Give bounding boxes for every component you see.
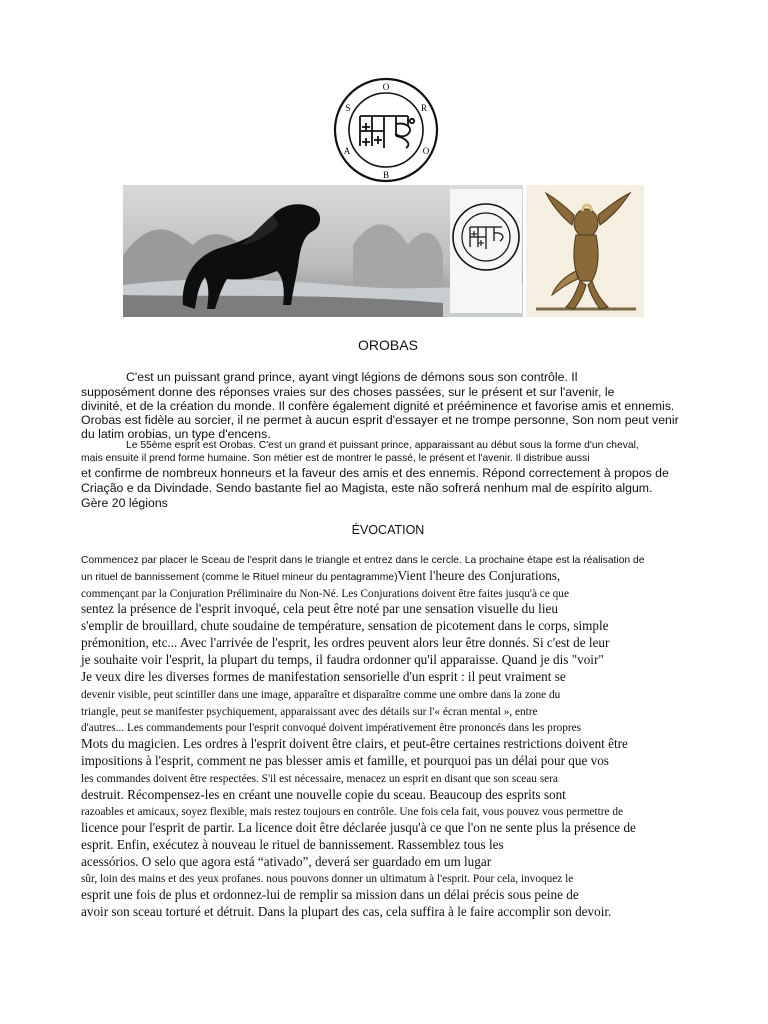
- evocation-line: [81, 617, 609, 635]
- evocation-text-run: sûr, loin des mains et des yeux profanes. nous pouvons donner un ultimatum à l'esprit. Pour cela, invoquez le: [81, 873, 574, 885]
- intro-line: divinité, et de la création du monde. Il confère également dignité et prééminence et favorise amis et ennemis.: [81, 399, 675, 413]
- intro-line: C'est un puissant grand prince, ayant vingt légions de démons sous son contrôle. Il: [126, 370, 578, 384]
- intro-small-line: mais ensuite il prend forme humaine. Son métier est de montrer le passé, le présent et l'avenir. Il distribue aussi: [81, 453, 590, 464]
- evocation-line: [81, 819, 636, 837]
- evocation-text-run: impositions à l'esprit, comment ne pas blesser amis et famille, et pourquoi pas un délai pour que vos: [81, 753, 609, 768]
- evocation-line: [81, 752, 609, 770]
- intro-line: Orobas est fidèle au sorcier, il ne permet à aucun esprit d'essayer et ne trompe personne, Son nom peut venir: [81, 413, 679, 427]
- evocation-line: [81, 651, 604, 669]
- seal-letter: S: [345, 103, 351, 113]
- evocation-line: [81, 869, 573, 887]
- evocation-text-run: triangle, peut se manifester psychiquement, apparaissant avec des détails sur l'« écran mental », entre: [81, 706, 538, 718]
- horse-landscape-image: [123, 185, 523, 317]
- seal-letter: A: [343, 146, 351, 156]
- evocation-text-run: Commencez par placer le Sceau de l'esprit dans le triangle et entrez dans le cercle. La prochaine étape est la réalisation de: [81, 555, 645, 566]
- evocation-text-run: Je veux dire les diverses formes de manifestation sensorielle d'un esprit : il peut vraiment se: [81, 669, 566, 684]
- intro-tail-line: Criação e da Divindade. Sendo bastante fiel ao Magista, este não sofrerá nenhum mal de espírito algum.: [81, 481, 653, 495]
- evocation-line: [81, 567, 560, 585]
- intro-line: du latim orobias, un type d'encens.: [81, 427, 271, 441]
- intro-tail-line: et confirme de nombreux honneurs et la faveur des amis et des ennemis. Répond correctement à propos de: [81, 466, 669, 480]
- evocation-text-run: un rituel de bannissement (comme le Rituel mineur du pentagramme): [81, 572, 398, 583]
- intro-small-line: Le 55ème esprit est Orobas. C'est un grand et puissant prince, apparaissant au début sous la forme d'un cheval,: [126, 440, 639, 451]
- evocation-text-run: licence pour l'esprit de partir. La licence doit être déclarée jusqu'à ce que l'on ne sente plus la présence de: [81, 820, 636, 835]
- orobas-seal-image: [330, 76, 442, 184]
- seal-letter: O: [422, 146, 430, 156]
- intro-tail-line: Gère 20 légions: [81, 496, 168, 510]
- evocation-line: [81, 634, 609, 652]
- evocation-text-run: s'emplir de brouillard, chute soudaine de température, sensation de picotement dans le corps, simple: [81, 618, 609, 633]
- intro-line: supposément donne des réponses vraies sur des choses passées, sur le présent et sur l'avenir, le: [81, 385, 615, 399]
- evocation-text-run: Mots du magicien. Les ordres à l'esprit doivent être clairs, et peut-être certaines restrictions doivent être: [81, 736, 628, 751]
- evocation-text-run: prémonition, etc... Avec l'arrivée de l'esprit, les ordres peuvent alors leur être donnés. Si c'est de leur: [81, 635, 610, 650]
- evocation-line: [81, 903, 611, 921]
- evocation-text-run: Vient l'heure des Conjurations,: [397, 568, 561, 583]
- evocation-line: [81, 836, 504, 854]
- evocation-heading: ÉVOCATION: [351, 523, 425, 537]
- evocation-text-run: commençant par la Conjuration Préliminaire du Non-Né. Les Conjurations doivent être faites jusqu'à ce que: [81, 588, 569, 600]
- evocation-line: [81, 668, 566, 686]
- seal-letter: O: [382, 82, 390, 92]
- evocation-line: [81, 600, 558, 618]
- evocation-line: [81, 886, 579, 904]
- evocation-line: [81, 685, 560, 703]
- evocation-line: [81, 735, 628, 753]
- evocation-line: [81, 802, 623, 820]
- evocation-text-run: avoir son sceau torturé et détruit. Dans la plupart des cas, cela suffira à le faire accomplir son devoir.: [81, 904, 612, 919]
- orobas-creature-image: [526, 185, 644, 317]
- evocation-text-run: razoables et amicaux, soyez flexible, mais restez toujours en contrôle. Une fois cela fait, vous pouvez vous permettre de: [81, 806, 624, 818]
- evocation-text-run: destruit. Récompensez-les en créant une nouvelle copie du sceau. Beaucoup des esprits sont: [81, 787, 566, 802]
- evocation-text-run: esprit une fois de plus et ordonnez-lui de remplir sa mission dans un délai précis sous peine de: [81, 887, 579, 902]
- evocation-line: [81, 718, 581, 736]
- evocation-text-run: devenir visible, peut scintiller dans une image, apparaître et disparaître comme une ombre dans la zone du: [81, 689, 561, 701]
- evocation-text-run: d'autres... Les commandements pour l'esprit convoqué doivent impérativement être prononcés dans les propres: [81, 722, 582, 734]
- evocation-text-run: je souhaite voir l'esprit, la plupart du temps, il faudra ordonner qu'il apparaisse. Quand je dis "voir": [81, 652, 604, 667]
- evocation-text-run: esprit. Enfin, exécutez à nouveau le rituel de bannissement. Rassemblez tous les: [81, 837, 504, 852]
- page-title: OROBAS: [358, 337, 418, 353]
- seal-letter: R: [420, 103, 428, 113]
- seal-letter: B: [382, 170, 390, 180]
- evocation-text-run: acessórios. O selo que agora está “ativado”, deverá ser guardado em um lugar: [81, 854, 492, 869]
- evocation-line: [81, 550, 644, 568]
- evocation-text-run: sentez la présence de l'esprit invoqué, cela peut être noté par une sensation visuelle du lieu: [81, 601, 558, 616]
- evocation-text-run: les commandes doivent être respectées. S'il est nécessaire, menacez un esprit en disant que son sceau sera: [81, 773, 558, 785]
- evocation-line: [81, 769, 558, 787]
